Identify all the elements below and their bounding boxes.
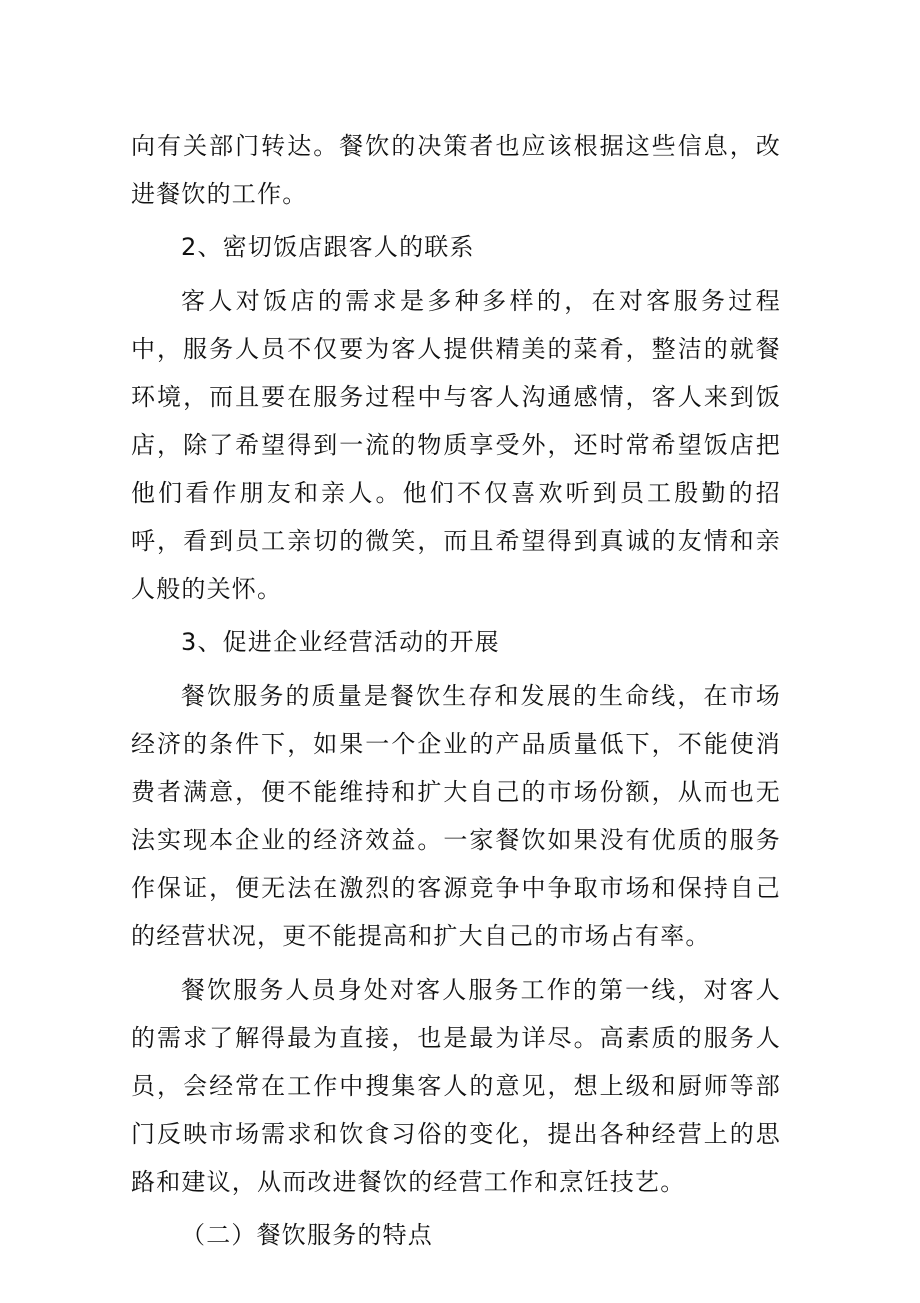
paragraph-service-quality: 餐饮服务的质量是餐饮生存和发展的生命线，在市场经济的条件下，如果一个企业的产品质量低下，不能使消费者满意，便不能维持和扩大自己的市场份额，从而也无法实现本企业的经济效益。一家餐饮如果没有优质的服务作保证，便无法在激烈的客源竞争中争取市场和保持自己的经营状况，更不能提高和扩大自己的市场占有率。 — [131, 682, 781, 950]
paragraph-customer-relations: 客人对饭店的需求是多种多样的，在对客服务过程中，服务人员不仅要为客人提供精美的菜肴，整洁的就餐环境，而且要在服务过程中与客人沟通感情，客人来到饭店，除了希望得到一流的物质享受外，还时常希望饭店把他们看作朋友和亲人。他们不仅喜欢听到员工殷勤的招呼，看到员工亲切的微笑，而且希望得到真诚的友情和亲人般的关怀。 — [131, 287, 781, 603]
document-page — [131, 122, 781, 1259]
paragraph-service-staff: 餐饮服务人员身处对客人服务工作的第一线，对客人的需求了解得最为直接，也是最为详尽。高素质的服务人员，会经常在工作中搜集客人的意见，想上级和厨师等部门反映市场需求和饮食习俗的变化，提出各种经营上的思路和建议，从而改进餐饮的经营工作和烹饪技艺。 — [131, 976, 781, 1196]
section-heading-3: 3、促进企业经营活动的开展 — [181, 628, 500, 656]
paragraph-continuation: 向有关部门转达。餐饮的决策者也应该根据这些信息，改进餐饮的工作。 — [131, 132, 781, 208]
section-heading-2: 2、密切饭店跟客人的联系 — [181, 233, 475, 261]
section-heading-characteristics: （二）餐饮服务的特点 — [181, 1221, 433, 1249]
